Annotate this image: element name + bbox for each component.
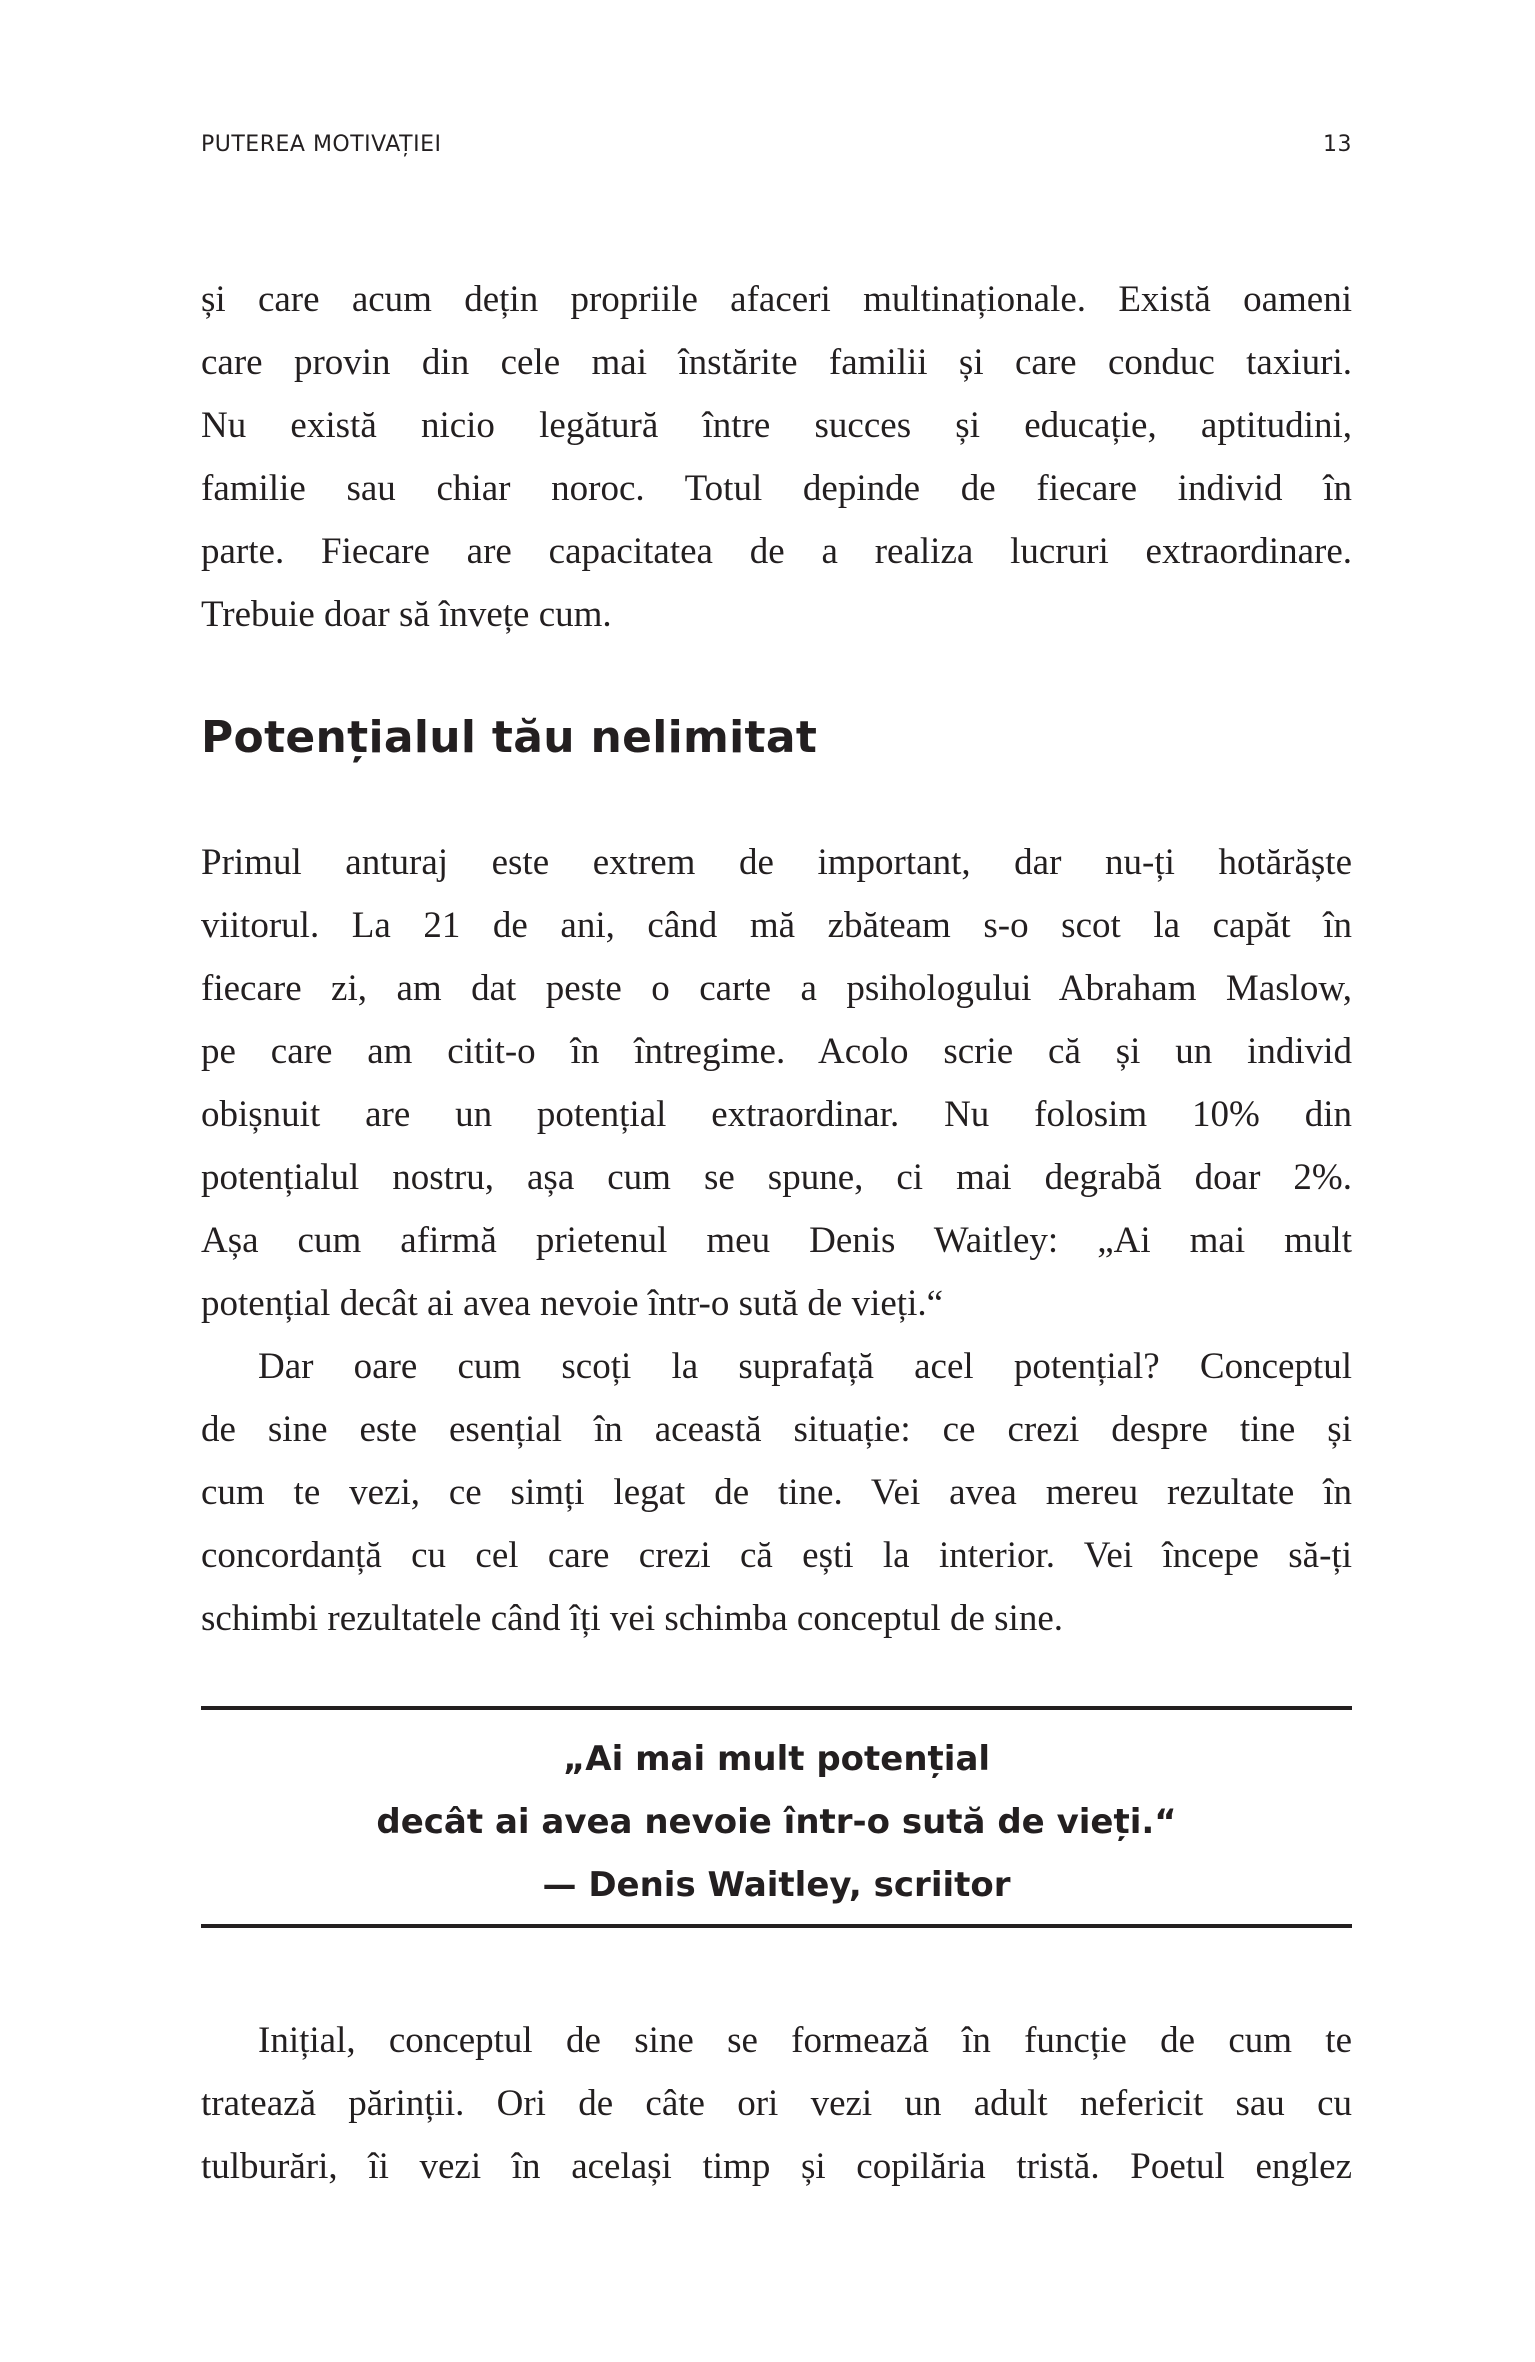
text-line: potențial decât ai avea nevoie într-o sută de vieți.“ [201, 1283, 944, 1324]
paragraph-2 [201, 831, 1352, 1335]
pull-quote [201, 1728, 1352, 1917]
text-line: și care acum dețin propriile afaceri multinaționale. Există oameni [201, 279, 1352, 320]
text-line: cum te vezi, ce simți legat de tine. Vei avea mereu rezultate în [201, 1472, 1352, 1513]
text-line: care provin din cele mai înstărite familii și care conduc taxiuri. [201, 342, 1352, 383]
text-line: tulburări, îi vezi în același timp și copilăria tristă. Poetul englez [201, 2146, 1352, 2187]
text-line: Trebuie doar să învețe cum. [201, 594, 612, 635]
text-line: obișnuit are un potențial extraordinar. Nu folosim 10% din [201, 1094, 1352, 1135]
pull-quote-line: „Ai mai mult potențial [562, 1739, 991, 1779]
text-line: pe care am citit-o în întregime. Acolo scrie că și un individ [201, 1031, 1352, 1072]
text-line: concordanță cu cel care crezi că ești la interior. Vei începe să-ți [201, 1535, 1352, 1576]
text-line: Așa cum afirmă prietenul meu Denis Waitley: „Ai mai mult [201, 1220, 1352, 1261]
text-line: tratează părinții. Ori de câte ori vezi un adult nefericit sau cu [201, 2083, 1352, 2124]
text-line: fiecare zi, am dat peste o carte a psihologului Abraham Maslow, [201, 968, 1352, 1009]
pull-quote-attribution: — Denis Waitley, scriitor [542, 1865, 1011, 1905]
text-line: Nu există nicio legătură între succes și educație, aptitudini, [201, 405, 1352, 446]
text-line: viitorul. La 21 de ani, când mă zbăteam s-o scot la capăt în [201, 905, 1352, 946]
text-line: potențialul nostru, așa cum se spune, ci mai degrabă doar 2%. [201, 1157, 1352, 1198]
text-line: familie sau chiar noroc. Totul depinde de fiecare individ în [201, 468, 1352, 509]
text-line: Primul anturaj este extrem de important, dar nu-ți hotărăște [201, 842, 1352, 883]
text-line: Dar oare cum scoți la suprafață acel potențial? Conceptul [258, 1346, 1352, 1387]
quote-top-divider [201, 1706, 1352, 1710]
paragraph-3 [201, 1335, 1352, 1650]
text-line: schimbi rezultatele când îți vei schimba conceptul de sine. [201, 1598, 1064, 1639]
pull-quote-line: decât ai avea nevoie într-o sută de vieți.“ [376, 1802, 1177, 1842]
text-line: parte. Fiecare are capacitatea de a realiza lucruri extraordinare. [201, 531, 1352, 572]
text-line: Inițial, conceptul de sine se formează în funcție de cum te [258, 2020, 1352, 2061]
text-line: de sine este esențial în această situație: ce crezi despre tine și [201, 1409, 1352, 1450]
quote-bottom-divider [201, 1924, 1352, 1928]
paragraph-4 [201, 2009, 1352, 2198]
paragraph-1 [201, 268, 1352, 646]
page-number: 13 [1323, 132, 1352, 157]
running-title: PUTEREA MOTIVAȚIEI [201, 132, 442, 157]
section-heading: Potențialul tău nelimitat [201, 712, 818, 763]
